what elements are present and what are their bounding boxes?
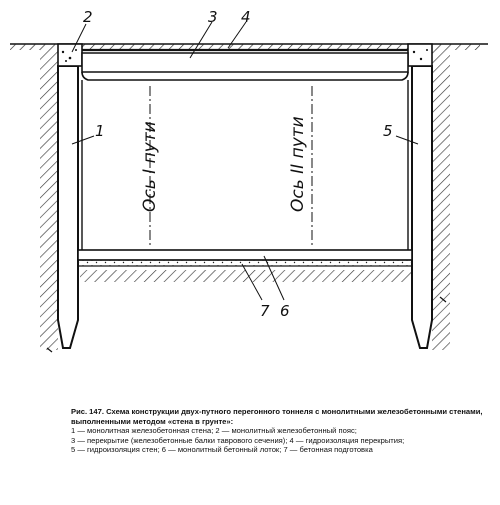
caption-line: 5 — гидроизоляция стен; 6 — монолитный бетонный лоток; 7 — бетонная подготовка — [71, 445, 373, 455]
floor-tray — [78, 250, 412, 266]
callout-7: 7 — [260, 302, 270, 320]
top-slab — [82, 50, 408, 80]
callout-6: 6 — [280, 302, 290, 320]
right-wall — [412, 66, 432, 348]
bottom-marks — [47, 297, 446, 352]
left-belt — [58, 44, 82, 66]
callout-3: 3 — [208, 8, 218, 26]
caption-line: 1 — монолитная железобетонная стена; 2 — монолитный железобетонный пояс; — [71, 426, 357, 436]
caption-title: Рис. 147. Схема конструкции двух-путного перегонного тоннеля с монолитными железобетонными стенами, выполненными методом «стена в грунте»: — [71, 407, 483, 426]
tunnel-interior — [82, 80, 408, 252]
caption-line: 3 — перекрытие (железобетонные балки таврового сечения); 4 — гидроизоляция перекрытия; — [71, 435, 405, 445]
left-wall — [58, 66, 78, 348]
callout-5: 5 — [383, 122, 393, 140]
soil-hatching — [40, 50, 450, 350]
figure-caption — [71, 407, 496, 455]
callout-2: 2 — [83, 8, 93, 26]
axis-label-right: Ось II пути — [288, 116, 308, 212]
callout-1: 1 — [95, 122, 105, 140]
right-belt — [408, 44, 432, 66]
axis-label-left: Ось I пути — [140, 121, 160, 212]
callout-4: 4 — [241, 8, 251, 26]
